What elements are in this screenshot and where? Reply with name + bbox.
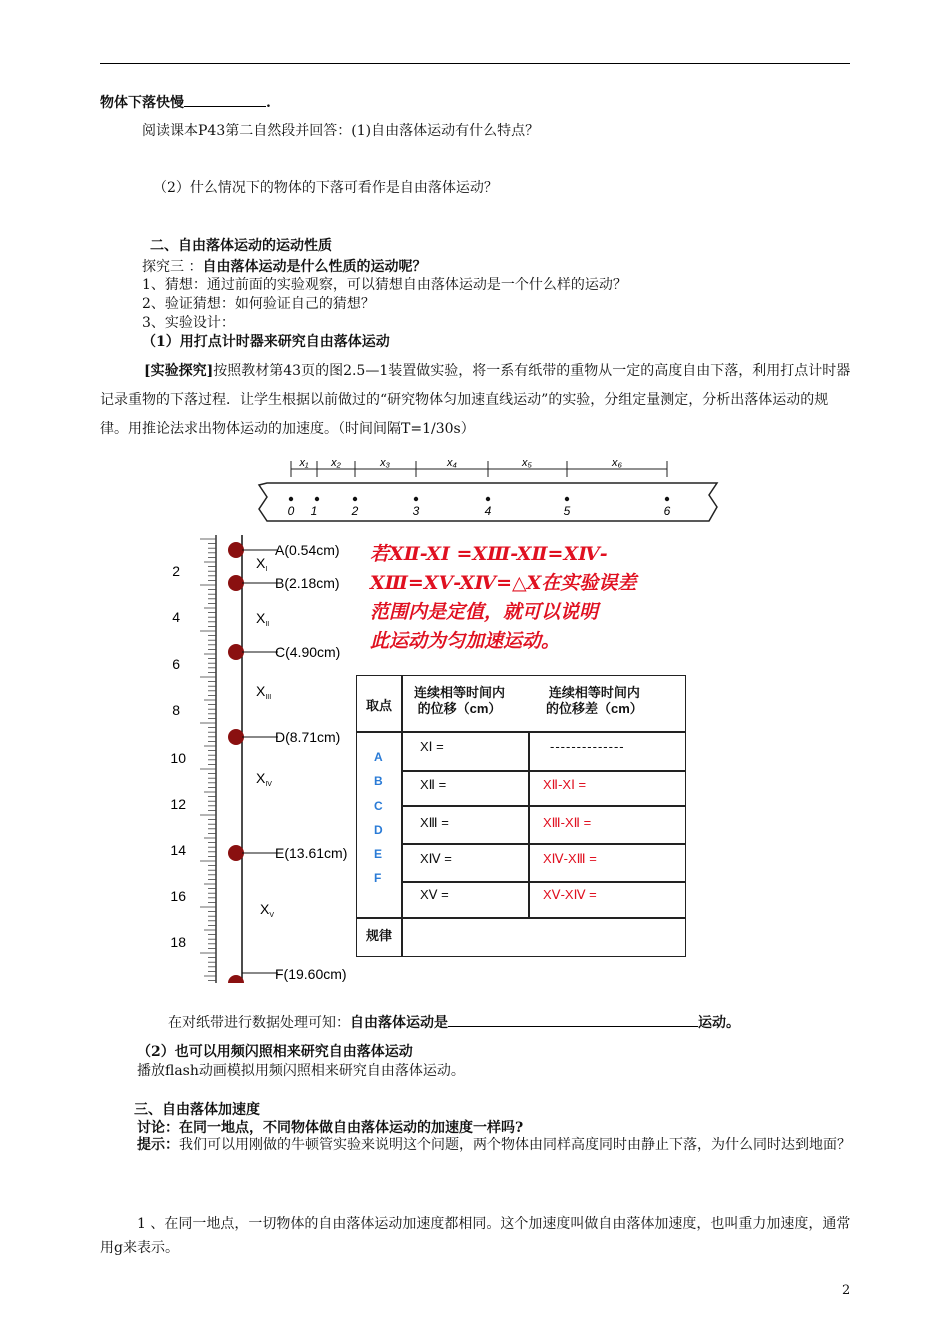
ruler-tick-label: 6 — [172, 656, 180, 672]
tip-paragraph — [137, 1136, 852, 1155]
conclusion-prefix: 在对纸带进行数据处理可知： — [168, 1015, 350, 1031]
item-3: 3、实验设计： — [142, 315, 235, 331]
tape-segment-label: x₃ — [380, 457, 390, 469]
table-row-divider — [401, 881, 686, 883]
point-marker-e — [228, 845, 244, 861]
item-2: 2、验证猜想：如何验证自己的猜想？ — [142, 296, 375, 312]
explore-label: 探究三 ： — [142, 259, 203, 275]
span-label-1: $X_I$ — [256, 555, 268, 573]
tape-dot-label: 5 — [563, 504, 571, 518]
point-label-a: A(0.54cm) — [275, 542, 340, 558]
table-row-divider — [356, 917, 686, 919]
point-label-c: C(4.90cm) — [275, 644, 341, 660]
table-displacement-2: XⅡ = — [420, 777, 447, 792]
ruler-tick-label: 10 — [170, 750, 186, 766]
ticker-tape-figure — [255, 455, 725, 530]
table-point: A — [374, 750, 383, 764]
item-1: 1、猜想：通过前面的实验观察，可以猜想自由落体运动是一个什么样的运动？ — [142, 277, 627, 293]
section2-heading: 二、自由落体运动的运动性质 — [150, 238, 332, 254]
table-row-divider — [401, 843, 686, 845]
tape-dot-label: 1 — [310, 504, 318, 518]
span-label-5: $X_V$ — [260, 901, 275, 919]
table-header-divider — [356, 731, 686, 733]
tape-segment-label: x₄ — [447, 457, 457, 469]
table-difference-4: XⅣ-XⅢ = — [543, 851, 597, 866]
red-note — [370, 540, 636, 656]
point-marker-c — [228, 644, 244, 660]
table-col-divider — [401, 675, 403, 957]
ruler-tick-label: 12 — [170, 796, 186, 812]
point-label-f: F(19.60cm) — [275, 966, 347, 982]
header-line: 的位移（cm） — [417, 701, 502, 716]
table-displacement-1: XⅠ = — [420, 739, 444, 754]
ruler-ticks — [200, 539, 216, 981]
table-point: D — [374, 822, 383, 837]
table-displacement-4: XⅣ = — [420, 851, 452, 866]
explore-line — [142, 256, 426, 276]
header-line: 的位移差（cm） — [546, 701, 643, 716]
fill-blank[interactable] — [184, 106, 266, 107]
span-label-4: $X_{IV}$ — [256, 770, 272, 788]
point-label-e: E(13.61cm) — [275, 845, 348, 861]
conclusion-line — [168, 1012, 740, 1032]
sub-heading-2: （2）也可以用频闪照相来研究自由落体运动 — [137, 1044, 413, 1060]
table-point: F — [374, 871, 382, 886]
point-marker-d — [228, 729, 244, 745]
line-fall-speed — [100, 92, 271, 112]
red-note-line: 若XⅡ-XⅠ =XⅢ-XⅡ=XⅣ- — [370, 543, 608, 565]
conclusion-suffix: 运动。 — [698, 1015, 740, 1031]
table-difference-5: XⅤ-XⅣ = — [543, 887, 597, 902]
ruler-tick-label: 16 — [170, 888, 186, 904]
table-point-list — [374, 745, 383, 891]
table-point: E — [374, 847, 383, 862]
tape-segment-label: x₅ — [522, 457, 532, 469]
red-note-line: 此运动为匀加速运动。 — [370, 630, 561, 652]
table-difference-3: XⅢ-XⅡ = — [543, 815, 592, 830]
line-fall-speed-tail: . — [266, 95, 271, 111]
conclusion-paragraph: 1 、在同一地点，一切物体的自由落体运动加速度都相同。这个加速度叫做自由落体加速度，也叫重力加速度，通常用g来表示。 — [100, 1216, 851, 1256]
ruler-tick-label: 14 — [170, 842, 186, 858]
question-2: （2）什么情况下的物体的下落可看作是自由落体运动？ — [153, 180, 498, 196]
experiment-paragraph — [100, 357, 852, 444]
table-row-divider — [401, 805, 686, 807]
flash-line: 播放flash动画模拟用频闪照相来研究自由落体运动。 — [137, 1063, 465, 1079]
line-fall-speed-text: 物体下落快慢 — [100, 95, 184, 111]
red-note-line: 范围内是定值，就可以说明 — [370, 601, 599, 623]
tip-label: 提示： — [137, 1137, 179, 1153]
header-line: 连续相等时间内 — [548, 685, 640, 700]
conclusion-blank[interactable] — [448, 1026, 698, 1027]
sub-heading-1: （1）用打点计时器来研究自由落体运动 — [142, 334, 390, 350]
ruler-tick-label: 2 — [172, 563, 180, 579]
red-note-line: XⅢ=XⅤ-XⅣ=△X在实验误差 — [370, 572, 637, 594]
table-displacement-3: XⅢ = — [420, 815, 449, 830]
table-difference-2: XⅡ-XⅠ = — [543, 777, 587, 792]
discussion-line: 讨论：在同一地点，不同物体做自由落体运动的加速度一样吗? — [137, 1120, 524, 1136]
span-label-2: $X_{II}$ — [256, 610, 270, 628]
tape-segment-label: x₂ — [331, 457, 341, 469]
table-frame — [356, 675, 686, 957]
point-label-b: B(2.18cm) — [275, 575, 340, 591]
table-point: B — [374, 774, 383, 789]
tape-dot-label: 3 — [412, 504, 420, 518]
page-number: 2 — [842, 1283, 851, 1298]
table-difference-1: -------------- — [550, 739, 625, 754]
experiment-text: 按照教材第43页的图2.5—1装置做实验，将一系有纸带的重物从一定的高度自由下落，利用打点计时器记录重物的下落过程．让学生根据以前做过的“研究物体匀加速直线运动”的实验，分组定量测定，分析出落体运动的规律。用推论法求出物体运动的加速度。（时间间隔T=1/30s） — [100, 363, 851, 437]
table-row-divider — [401, 770, 686, 772]
tape-segment-label: x₁ — [299, 457, 309, 469]
header-rule — [100, 63, 850, 64]
span-label-3: $X_{III}$ — [256, 683, 272, 701]
table-displacement-5: XⅤ = — [420, 887, 449, 902]
tape-dots — [289, 497, 669, 501]
ruler-tick-label: 18 — [170, 934, 186, 950]
table-rule-label: 规律 — [366, 928, 393, 943]
explore-question: 自由落体运动是什么性质的运动呢？ — [202, 259, 427, 275]
tape-dot-label: 2 — [351, 504, 359, 518]
question-intro: 阅读课本P43第二自然段并回答：(1)自由落体运动有什么特点？ — [142, 123, 540, 139]
tip-text: 我们可以用刚做的牛顿管实验来说明这个问题，两个物体由同样高度同时由静止下落，为什么同时达到地面？ — [179, 1137, 851, 1153]
experiment-label: [实验探究] — [144, 363, 214, 379]
table-header-points: 取点 — [366, 698, 393, 713]
table-col-divider — [528, 731, 530, 917]
tape-dot-label: 6 — [663, 504, 671, 518]
point-label-d: D(8.71cm) — [275, 729, 341, 745]
table-point: C — [374, 798, 383, 813]
ruler-tick-label: 4 — [172, 609, 180, 625]
tape-segment-label: x₆ — [612, 457, 622, 469]
tape-dot-label: 0 — [287, 504, 295, 518]
conclusion-bold: 自由落体运动是 — [350, 1015, 448, 1031]
header-line: 连续相等时间内 — [414, 685, 506, 700]
table-header-difference — [546, 685, 643, 717]
section3-heading: 三、自由落体加速度 — [134, 1102, 260, 1118]
table-header-displacement — [414, 685, 505, 717]
point-marker-a — [228, 542, 244, 558]
ruler-tick-label: 8 — [172, 702, 180, 718]
tape-dot-label: 4 — [484, 504, 492, 518]
point-marker-b — [228, 575, 244, 591]
data-table — [356, 675, 688, 960]
